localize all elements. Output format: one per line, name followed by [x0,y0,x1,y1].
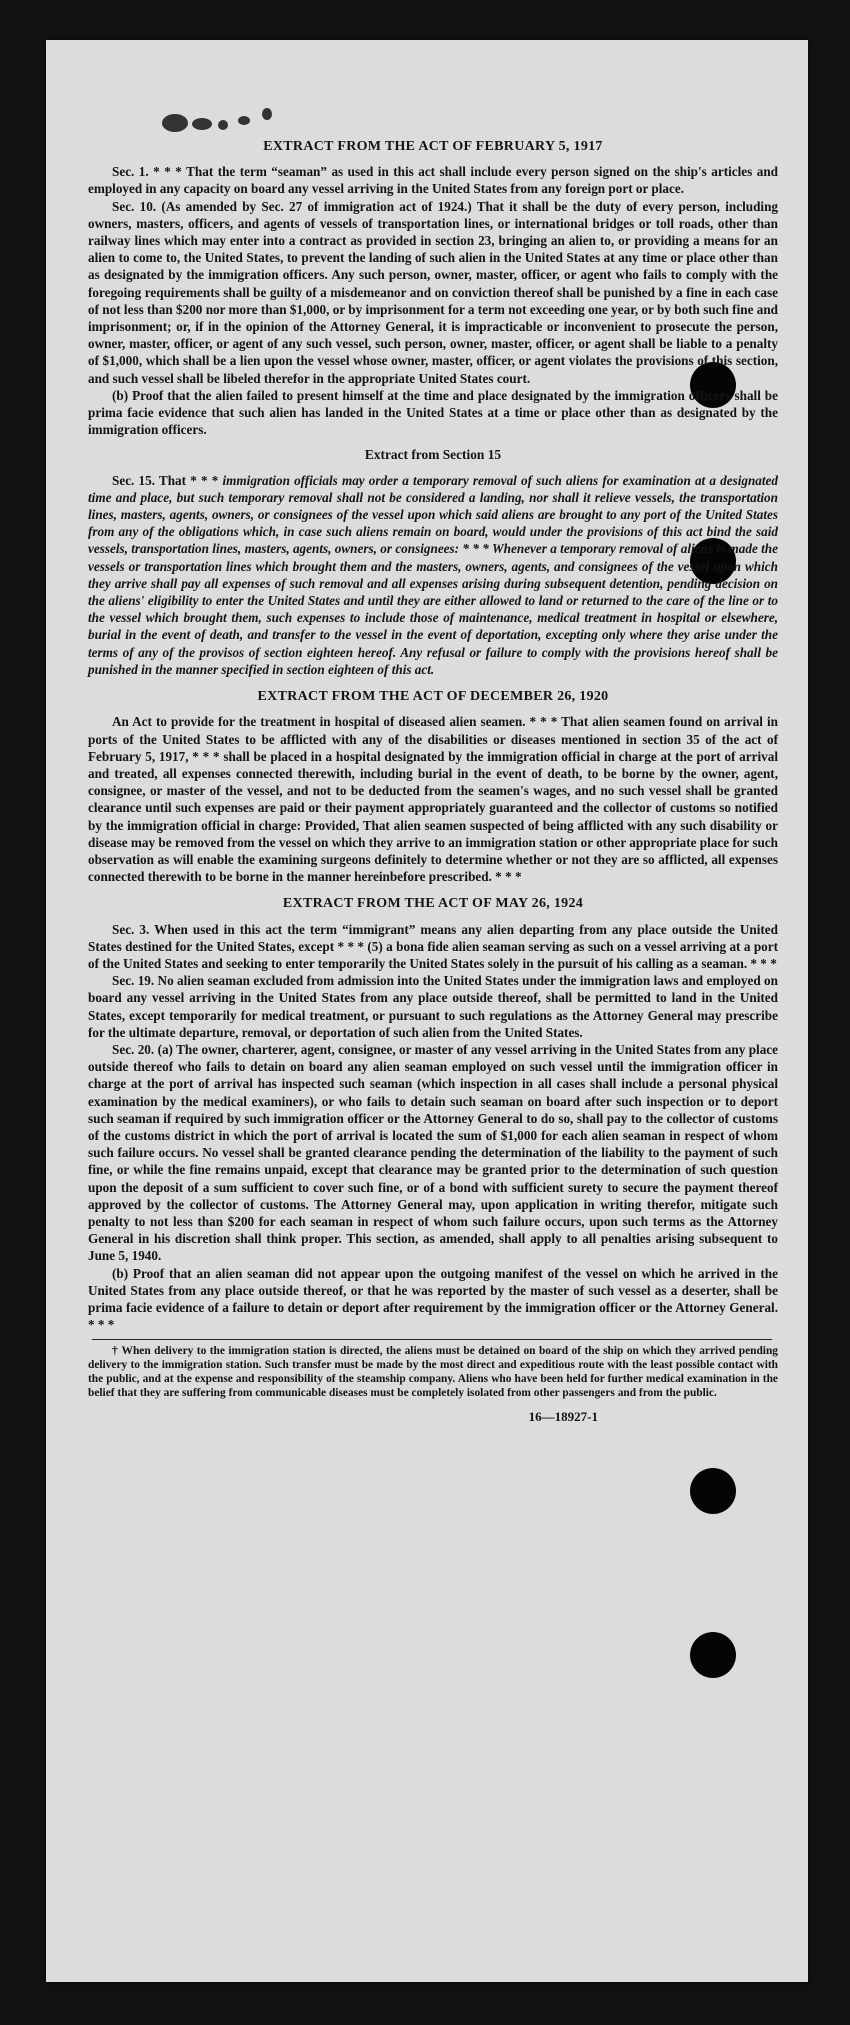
heading-section-15: Extract from Section 15 [364,447,502,463]
section-10a: Sec. 10. (As amended by Sec. 27 of immigration act of 1924.) That it shall be the duty of every person, including owners, masters, officers, and agents of vessels of transportation lines, or international bridges or toll roads, other than railway lines which may enter into a contract as provided in section 23, bringing an alien to, or providing a means for an alien to come to, the United States, to prevent the landing of such alien in the United States at any time or place other than as designated by the immigration officers. Any such person, owner, master, officer, or agent who fails to comply with the foregoing requirements shall be guilty of a misdemeanor and on conviction thereof shall be punished by a fine in each case of not less than $200 nor more than $1,000, or by imprisonment for a term not exceeding one year, or by both such fine and imprisonment; or, if in the opinion of the Attorney General, it is impracticable or inconvenient to prosecute the person, owner, master, officer, or agent of any such vessel, such person, owner, master, officer, or agent shall be liable to a penalty of $1,000, which shall be a lien upon the vessel whose owner, master, officer, or agent violates the provisions of this section, and such vessel shall be libeled therefor in the appropriate United States court. [88,198,778,386]
section-19: Sec. 19. No alien seaman excluded from admission into the United States under the immigration laws and employed on board any vessel arriving in the United States from any place outside thereof, shall be permitted to land in the United States, except temporarily for medical treatment, or pursuant to such regulations as the Attorney General may prescribe for the ultimate departure, removal, or deportation of such alien from the United States. [88,973,778,1040]
section-1: Sec. 1. * * * That the term “seaman” as used in this act shall include every person signed on the ship's articles and employed in any capacity on board any vessel arriving in the United States from any foreign port or place. [88,164,778,197]
section-10b: (b) Proof that the alien failed to present himself at the time and place designated by the immigration officers shall be prima facie evidence that such alien has landed in the United States at a time or place other than as designated by the immigration officers. [88,387,778,438]
punch-hole-3 [690,1468,736,1514]
footnote-divider [92,1339,772,1340]
section-20a: Sec. 20. (a) The owner, charterer, agent, consignee, or master of any vessel arriving in the United States from any place outside thereof who fails to detain on board any alien seaman employed on such vessel until the immigration officer in charge at the port of arrival has inspected such seaman (which inspection in all cases shall include a personal physical examination by the medical examiners), or who fails to detain such seaman on board after such inspection or to deport such seaman if required by such immigration officer or the Attorney General to do so, shall pay to the collector of customs of the customs district in which the port of arrival is located the sum of $1,000 for each alien seaman in respect of whom such failure occurs. No vessel shall be granted clearance pending the determination of the liability to the payment of such fine, or while the fine remains unpaid, except that clearance may be granted prior to the determination of such question upon the deposit of a sum sufficient to cover such fine, or of a bond with sufficient surety to secure the payment thereof approved by the collector of customs. The Attorney General may, upon application in writing therefor, mitigate such penalty to not less than $200 for each seaman in respect of whom such failure occurs, upon such terms as the Attorney General in his discretion shall think proper. This section, as amended, shall apply to all penalties arising subsequent to June 5, 1940. [88,1041,778,1264]
section-3: Sec. 3. When used in this act the term “immigrant” means any alien departing from any place outside the United States destined for the United States, except * * * (5) a bona fide alien seaman serving as such on a vessel arriving at a port of the United States and seeking to enter temporarily the United States solely in the pursuit of his calling as a seaman. * * * [88,921,778,971]
punch-hole-4 [690,1632,736,1678]
heading-act-1917: EXTRACT FROM THE ACT OF FEBRUARY 5, 1917 [263,139,603,154]
form-number: 16—18927-1 [528,1409,598,1425]
section-15-text: immigration officials may order a temporary removal of such aliens for examination at a designated time and place, but such temporary removal shall not be considered a landing, nor shall it relieve vessels, the transportation lines, masters, agents, owners, or consignees of the vessel upon which said aliens are brought to any port of the United States from any of the obligations which, in case such aliens remain on board, would under the provisions of this act bind the said vessels, transportation lines, masters, agents, owners, or consignees: * * * Whenever a temporary removal of aliens is made the vessels or transportation lines which brought them and the masters, owners, agents, and consignees of the vessel upon which they arrive shall pay all expenses of such removal and all expenses arising during subsequent detention, pending decision on the aliens' eligibility to enter the United States and until they are either allowed to land or returned to the care of the line or to the vessel which brought them, such expenses to include those of maintenance, medical treatment in hospital or elsewhere, burial in the event of death, and transfer to the vessel in the event of deportation, excepting only where they arise under the terms of any of the provisos of section eighteen hereof. Any refusal or failure to comply with the provisions hereof shall be punished in the manner specified in section eighteen of this act. [88,472,779,677]
section-15-lead: Sec. 15. That * * * [112,472,219,488]
act-1920-body: An Act to provide for the treatment in hospital of diseased alien seamen. * * * That alien seamen found on arrival in ports of the United States to be afflicted with any of the disabilities or diseases mentioned in section 35 of the act of February 5, 1917, * * * shall be placed in a hospital designated by the immigration official in charge at the port of arrival and treated, all expenses connected therewith, including burial in the event of death, to be borne by the owner, agent, consignee, or master of the vessel, and not to be deducted from the seamen's wages, and no such vessel shall be granted clearance until such expenses are paid or their payment appropriately guaranteed and the collector of customs so notified by the immigration official in charge: Provided, That alien seamen suspected of being afflicted with any such disability or disease may be removed from the vessel on which they arrive to an immigration station or other appropriate place for such observation as will enable the examining surgeons definitely to determine whether or not they are so afflicted, all expenses connected therewith to be borne in the manner hereinbefore prescribed. * * * [88,714,778,885]
document-body [88,128,778,1426]
section-15 [88,472,778,678]
heading-act-1924: EXTRACT FROM THE ACT OF MAY 26, 1924 [282,896,584,912]
footnote: † When delivery to the immigration station is directed, the aliens must be detained on board of the ship on which they arrived pending delivery to the immigration station. Such transfer must be made by the most direct and expeditious route with the least possible contact with the public, and at the expense and responsibility of the steamship company. Aliens who have been held for further medical examination in the belief that they are suffering from communicable diseases must be completely isolated from other passengers and from the public. [88,1345,778,1400]
section-20b: (b) Proof that an alien seaman did not appear upon the outgoing manifest of the vessel on which he arrived in the United States from any place outside thereof, or that he was reported by the master of such vessel as a deserter, shall be prima facie evidence of a failure to detain or deport after requirement by the immigration officer or the Attorney General. * * * [88,1265,778,1333]
heading-act-1920: EXTRACT FROM THE ACT OF DECEMBER 26, 1920 [257,689,609,705]
